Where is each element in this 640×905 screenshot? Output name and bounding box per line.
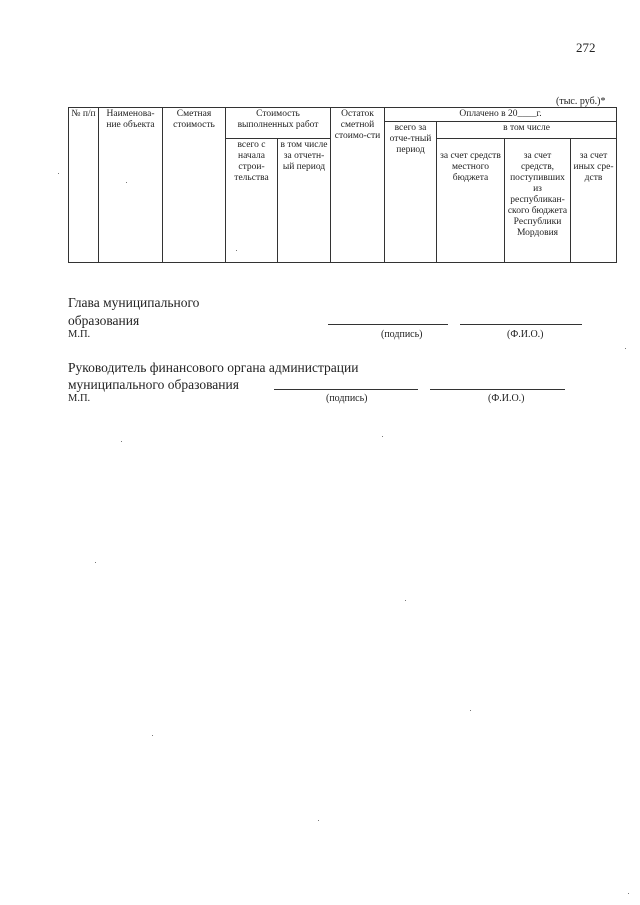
header-local-budget: за счет средств местного бюджета <box>437 139 505 263</box>
scan-speck <box>126 182 127 183</box>
scan-speck <box>470 710 471 711</box>
header-estimate: Сметная стоимость <box>163 108 226 263</box>
signature1-mp: М.П. <box>68 329 91 340</box>
header-republic-budget: за счет средств, поступивших из республикан-ского бюджета Республики Мордовия <box>505 139 571 263</box>
header-including: в том числе <box>437 122 617 139</box>
scan-speck <box>95 562 96 563</box>
header-paid-total: всего за отче-тный период <box>385 122 437 263</box>
signature2-sign-caption: (подпись) <box>326 393 368 404</box>
signature1-title-line1: Глава муниципального <box>68 295 200 310</box>
header-cost-period: в том числе за отчетн-ый период <box>278 139 331 263</box>
header-paid: Оплачено в 20____г. <box>385 108 617 122</box>
signature2-name-line <box>430 389 565 390</box>
signature2-sign-line <box>274 389 418 390</box>
scan-speck <box>382 436 383 437</box>
units-label: (тыс. руб.)* <box>556 96 606 107</box>
scan-speck <box>318 820 319 821</box>
page-number: 272 <box>576 40 596 55</box>
scan-speck <box>121 441 122 442</box>
signature2-name-caption: (Ф.И.О.) <box>488 393 525 404</box>
header-name: Наименова-ние объекта <box>99 108 163 263</box>
header-cost: Стоимость выполненных работ <box>226 108 331 139</box>
signature1-sign-caption: (подпись) <box>381 329 423 340</box>
scan-speck <box>58 173 59 174</box>
signature1-name-caption: (Ф.И.О.) <box>507 329 544 340</box>
signature2-title-line2: муниципального образования <box>68 377 239 392</box>
scan-speck <box>628 893 629 894</box>
signature1-name-line <box>460 324 582 325</box>
signature1-title-line2: образования <box>68 313 140 328</box>
scan-speck <box>405 600 406 601</box>
signature2-mp: М.П. <box>68 393 91 404</box>
header-other-funds: за счет иных сре-дств <box>571 139 617 263</box>
header-num: № п/п <box>69 108 99 263</box>
report-table <box>68 107 617 263</box>
signature2-title-line1: Руководитель финансового органа администрации <box>68 360 359 375</box>
scan-speck <box>236 250 237 251</box>
header-cost-total: всего с начала строи-тельства <box>226 139 278 263</box>
scan-speck <box>152 735 153 736</box>
signature1-sign-line <box>328 324 448 325</box>
scan-speck <box>625 348 626 349</box>
header-remainder: Остаток сметной стоимо-сти <box>331 108 385 263</box>
